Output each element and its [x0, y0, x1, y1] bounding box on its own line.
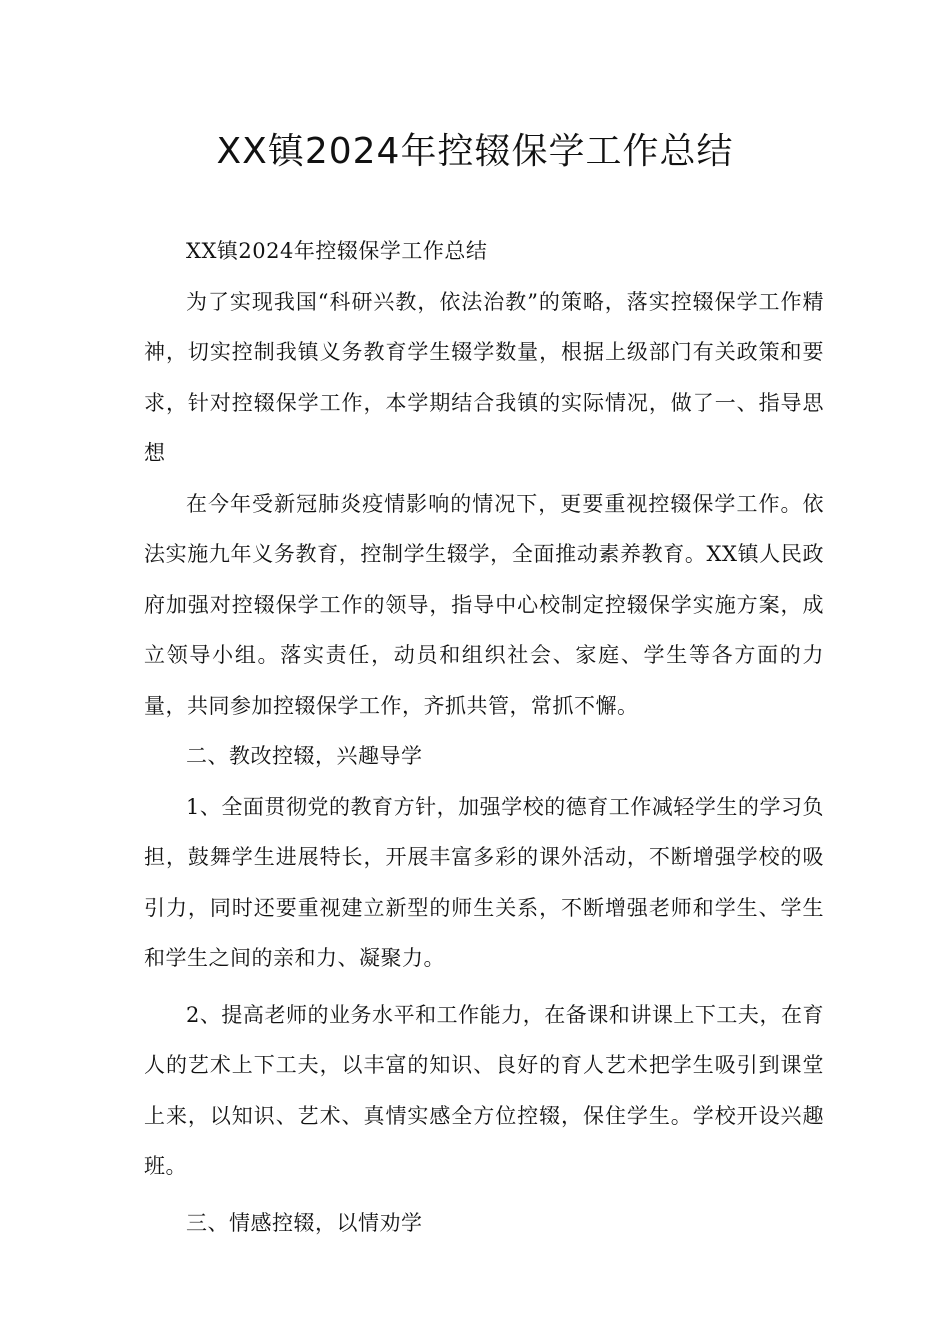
paragraph-item-1: 1、全面贯彻党的教育方针，加强学校的德育工作减轻学生的学习负担，鼓舞学生进展特长，开展丰富多彩的课外活动，不断增强学校的吸引力，同时还要重视建立新型的师生关系，不断增强老师和学生、学生和学生之间的亲和力、凝聚力。 [144, 794, 824, 970]
paragraph-item-2: 2、提高老师的业务水平和工作能力，在备课和讲课上下工夫，在育人的艺术上下工夫，以丰富的知识、良好的育人艺术把学生吸引到课堂上来，以知识、艺术、真情实感全方位控辍，保住学生。学校开设兴趣班。 [144, 1002, 824, 1178]
paragraph-subtitle: XX镇2024年控辍保学工作总结 [186, 239, 488, 263]
document-body [144, 226, 824, 1248]
paragraph-guiding-thought: 在今年受新冠肺炎疫情影响的情况下，更要重视控辍保学工作。依法实施九年义务教育，控制学生辍学，全面推动素养教育。XX镇人民政府加强对控辍保学工作的领导，指导中心校制定控辍保学实施方案，成立领导小组。落实责任，动员和组织社会、家庭、学生等各方面的力量，共同参加控辍保学工作，齐抓共管，常抓不懈。 [144, 491, 824, 718]
document-title: XX镇2024年控辍保学工作总结 [216, 131, 734, 172]
section-heading-2: 二、教改控辍，兴趣导学 [186, 744, 423, 768]
section-heading-3: 三、情感控辍，以情劝学 [186, 1210, 423, 1235]
paragraph-intro: 为了实现我国“科研兴教，依法治教”的策略，落实控辍保学工作精神，切实控制我镇义务教育学生辍学数量，根据上级部门有关政策和要求，针对控辍保学工作，本学期结合我镇的实际情况，做了一、指导思想 [144, 289, 824, 465]
